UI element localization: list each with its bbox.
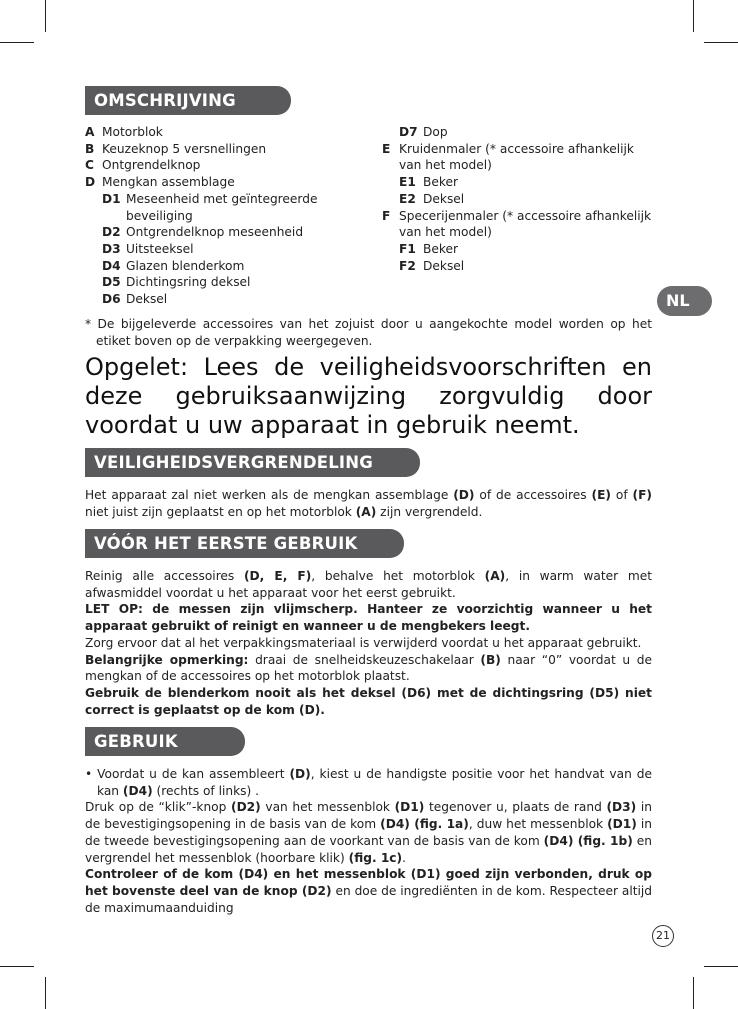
paragraph-eerste-gebruik [85, 568, 652, 718]
text-block: Zorg ervoor dat al het verpakkingsmateriaal is verwijderd voordat u het apparaat gebruikt. [85, 635, 642, 650]
warning-text: LET OP: de messen zijn vlijmscherp. Hanteer ze voorzichtig wanneer u het apparaat gebruikt of reinigt en wanneer u de mengbekers leegt. [85, 602, 652, 634]
crop-mark [693, 0, 694, 32]
list-item: F Specerijenmaler (* accessoire afhankelijk van het model) [382, 208, 652, 240]
section-header-omschrijving: OMSCHRIJVING [85, 86, 291, 115]
crop-mark [45, 0, 46, 32]
parts-list-right [382, 124, 652, 274]
section-header-gebruik: GEBRUIK [85, 727, 245, 756]
page-number: 21 [652, 925, 674, 947]
paragraph-veiligheid: Het apparaat zal niet werken als de mengkan assemblage (D) of de accessoires (E) of (F) niet juist zijn geplaatst en op het motorblok (A) zijn vergrendeld. [85, 488, 652, 519]
crop-mark [693, 977, 694, 1009]
list-item: E Kruidenmaler (* accessoire afhankelijk van het model) [382, 141, 634, 173]
language-tab: NL [657, 286, 712, 316]
list-item: C Ontgrendelknop [85, 158, 201, 173]
section-header-eerste-gebruik: VÓÓR HET EERSTE GEBRUIK [85, 529, 404, 558]
bullet-item: • Voordat u de kan assembleert (D), kiest u de handigste positie voor het handvat van de kan (D4) (rechts of links) . [85, 767, 652, 798]
list-item: D5 Dichtingsring deksel [102, 275, 251, 290]
list-item: D1 Meseenheid met geïntegreerde beveiliging [102, 191, 318, 223]
list-item: E2 Deksel [399, 191, 465, 206]
parts-list-left [85, 124, 325, 308]
text-block: Belangrijke opmerking: draai de snelheidskeuzeschakelaar (B) naar “0” voordat u de mengkan of de accessoires op het motorblok plaatst. [85, 652, 652, 684]
text-block: Reinig alle accessoires (D, E, F), behalve het motorblok (A), in warm water met afwasmiddel voordat u het apparaat voor het eerst gebruikt. [85, 569, 652, 600]
list-item: F2 Deksel [399, 258, 465, 273]
crop-mark [704, 966, 738, 967]
section-header-veiligheid: VEILIGHEIDSVERGRENDELING [85, 448, 420, 477]
list-item: D4 Glazen blenderkom [102, 258, 245, 273]
list-item: D2 Ontgrendelknop meseenheid [102, 225, 304, 240]
accessory-note: * De bijgeleverde accessoires van het zojuist door u aangekochte model worden op het etiket boven op de verpakking weergegeven. [85, 317, 652, 348]
text-block: Controleer of de kom (D4) en het messenblok (D1) goed zijn verbonden, druk op het bovenste deel van de knop (D2) en doe de ingrediënten in de kom. Respecteer altijd de maximumaanduiding [85, 867, 652, 915]
text-block: Druk op de “klik”-knop (D2) van het messenblok (D1) tegenover u, plaats de rand (D3) in de bevestigingsopening in de basis van de kom (D4) (fig. 1a), duw het messenblok (D1) in de tweede bevestigingsopening aan de voorkant van de basis van de kom (D4) (fig. 1b) en vergrendel het messenblok (hoorbare klik) (fig. 1c). [85, 800, 652, 865]
crop-mark [0, 42, 34, 43]
list-item: D3 Uitsteeksel [102, 241, 194, 256]
list-item: B Keuzeknop 5 versnellingen [85, 141, 267, 156]
list-item: D7 Dop [399, 125, 448, 139]
crop-mark [704, 42, 738, 43]
caution-heading: Opgelet: Lees de veiligheidsvoorschriften en deze gebruiksaanwijzing zorgvuldig door voordat u uw apparaat in gebruik neemt. [85, 353, 652, 439]
warning-text: Gebruik de blenderkom nooit als het deksel (D6) met de dichtingsring (D5) niet correct is geplaatst op de kom (D). [85, 685, 652, 717]
list-item: E1 Beker [399, 175, 458, 190]
list-item: D6 Deksel [102, 292, 168, 307]
crop-mark [0, 966, 34, 967]
crop-mark [45, 977, 46, 1009]
list-item: D Mengkan assemblage [85, 175, 235, 190]
list-item: A Motorblok [85, 125, 163, 139]
paragraph-gebruik [85, 766, 652, 916]
list-item: F1 Beker [399, 241, 458, 256]
